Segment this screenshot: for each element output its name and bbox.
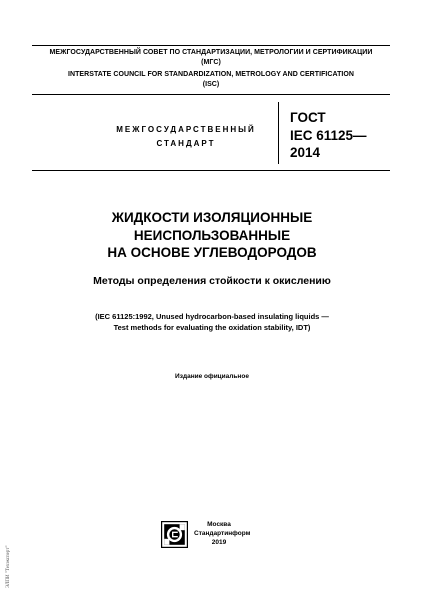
iec-reference-line2: Test methods for evaluating the oxidation stability, IDT) <box>113 323 311 332</box>
designation-bottom-rule <box>32 170 390 171</box>
standard-designation <box>290 109 367 162</box>
standard-label-line1: МЕЖГОСУДАРСТВЕННЫЙ <box>116 125 256 134</box>
publisher-info <box>194 520 251 547</box>
edition-label: Издание официальное <box>175 373 249 380</box>
designation-divider <box>278 102 279 164</box>
publisher-name: Стандартинформ <box>194 530 251 537</box>
watermark-text: ЭЛПИ "Техэксперт" <box>6 545 11 588</box>
standard-label-line2: СТАНДАРТ <box>156 139 216 148</box>
publisher-city: Москва <box>207 521 231 528</box>
document-subtitle: Методы определения стойкости к окислению <box>93 275 331 287</box>
header-bottom-rule <box>32 94 390 95</box>
title-line1: ЖИДКОСТИ ИЗОЛЯЦИОННЫЕ <box>111 210 313 225</box>
council-en-line1: INTERSTATE COUNCIL FOR STANDARDIZATION, METROLOGY AND CERTIFICATION <box>67 71 355 78</box>
designation-line3: 2014 <box>290 145 321 160</box>
title-line2: НЕИСПОЛЬЗОВАННЫЕ <box>133 227 291 243</box>
council-en-line2: (ISC) <box>202 81 220 88</box>
publisher-year: 2019 <box>211 539 227 546</box>
council-ru-line2: (МГС) <box>201 59 221 66</box>
designation-line2: IEC 61125— <box>290 127 367 143</box>
iec-reference-line1: (IEC 61125:1992, Unused hydrocarbon-based insulating liquids — <box>95 312 329 321</box>
standartinform-logo-icon <box>161 521 188 548</box>
designation-line1: ГОСТ <box>290 110 326 125</box>
council-ru-line1: МЕЖГОСУДАРСТВЕННЫЙ СОВЕТ ПО СТАНДАРТИЗАЦИИ, МЕТРОЛОГИИ И СЕРТИФИКАЦИИ <box>49 49 373 56</box>
document-title <box>40 209 384 262</box>
iec-reference <box>40 311 384 333</box>
top-rule <box>32 45 390 46</box>
title-line3: НА ОСНОВЕ УГЛЕВОДОРОДОВ <box>107 245 317 260</box>
